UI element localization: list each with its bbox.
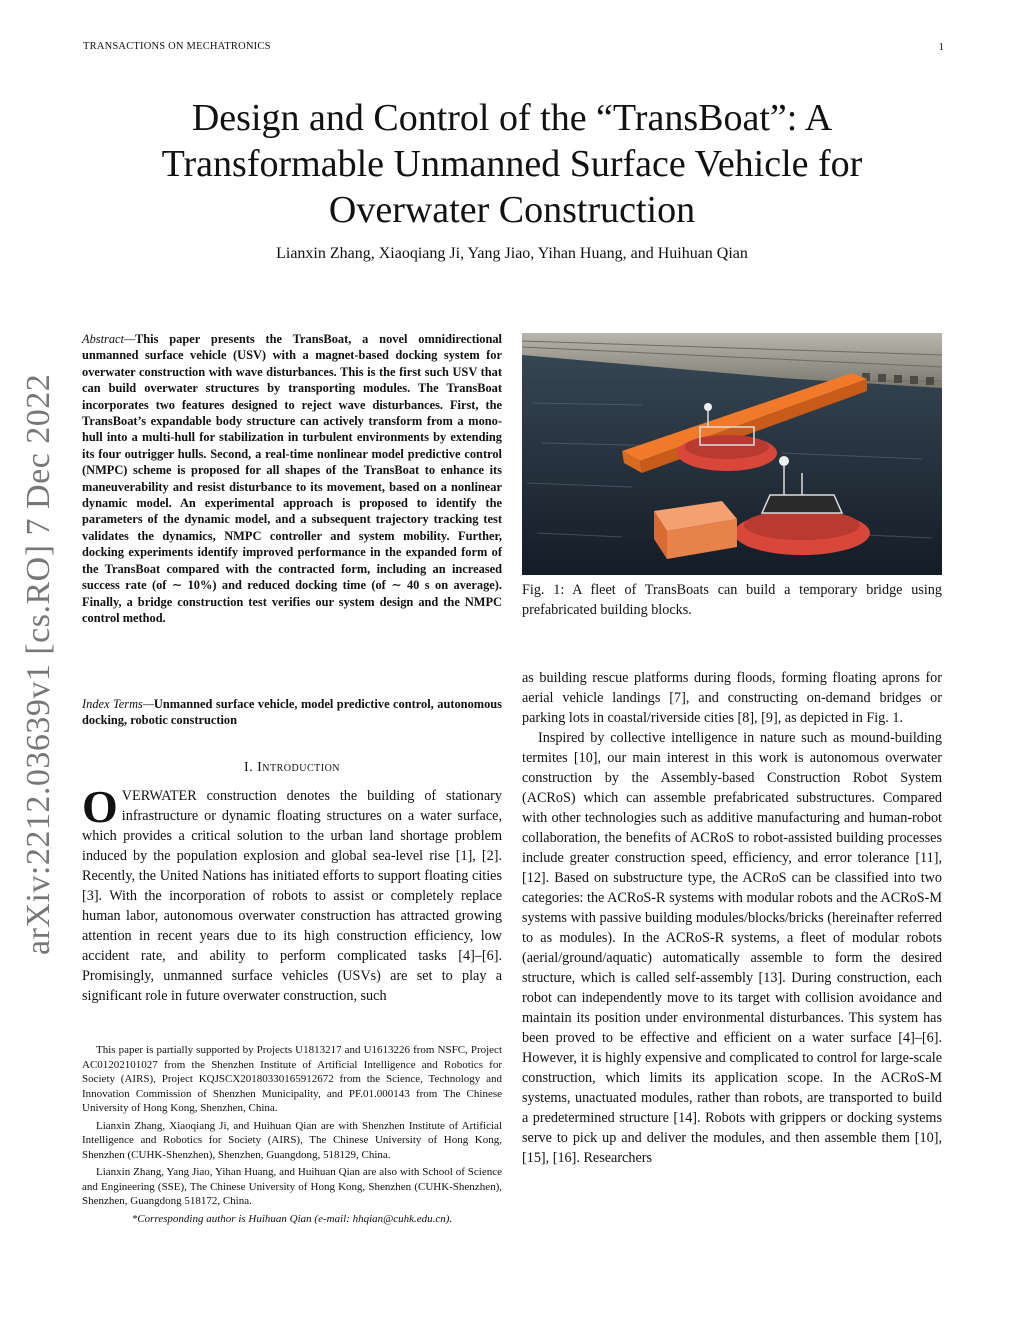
page-number: 1 [938, 41, 944, 53]
intro-text: construction denotes the building of stationary infrastructure or dynamic floating structures on a water surface, which provides a critical solution to the urban land shortage problem induced by the population explosion and global sea-level rise [1], [2]. Recently, the United Nations has initiated efforts to support floating cities [3]. With the incorporation of robots to assist or completely replace human labor, autonomous overwater construction has attracted growing attention in recent years due to its high construction efficiency, low accident rate, and ability to perform complicated tasks [4]–[6]. Promisingly, unmanned surface vehicles (USVs) are set to play a significant role in future overwater construction, such [82, 788, 502, 1004]
title-line-3: Overwater Construction [328, 189, 696, 231]
footnote-funding: This paper is partially supported by Projects U1813217 and U1613226 from NSFC, Project AC01202101027 from the Shenzhen Institute of Artificial Intelligence and Robotics for Society (AIRS), Project KQJSCX20180330165912672 from the Science, Technology and Innovation Commission of Shenzhen Municipality, and PF.01.000143 from The Chinese University of Hong Kong, Shenzhen, China. [82, 1044, 502, 1114]
title-line-2: Transformable Unmanned Surface Vehicle for [161, 143, 863, 185]
figure-1-image [522, 333, 942, 575]
figure-1-caption: Fig. 1: A fleet of TransBoats can build a temporary bridge using prefabricated building blocks. [522, 582, 942, 618]
running-header: TRANSACTIONS ON MECHATRONICS [83, 41, 271, 52]
abstract-label: Abstract— [82, 332, 136, 346]
footnote-affiliation-1: Lianxin Zhang, Xiaoqiang Ji, and Huihuan Qian are with Shenzhen Institute of Artificial Intelligence and Robotics for Society (AIRS), The Chinese University of Hong Kong, Shenzhen (CUHK-Shenzhen), Shenzhen, Guangdong, 518129, China. [82, 1119, 502, 1161]
title-line-1: Design and Control of the “TransBoat”: A [191, 97, 833, 139]
section-title: Introduction [257, 760, 341, 775]
intro-paragraph [82, 781, 502, 1006]
section-number: I. [243, 760, 254, 775]
section-heading [82, 760, 502, 776]
drop-cap: O [82, 781, 118, 832]
paragraph-acros: Inspired by collective intelligence in nature such as mound-building termites [10], our main interest in this work is autonomous overwater construction by the Assembly-based Construction Robot System (ACRoS) which can assemble prefabricated substructures. Compared with other technologies such as additive manufacturing and human-robot collaboration, the benefits of ACRoS to robot-assisted building processes include greater construction speed, efficiency, and error tolerance [11], [12]. Based on substructure type, the ACRoS can be classified into two categories: the ACRoS-R systems with modular robots and the ACRoS-M systems with passive building modules/blocks/bricks (hereinafter referred to as modules). In the ACRoS-R systems, a fleet of modular robots (aerial/ground/aquatic) automatically assemble to form the desired structure, which is called self-assembly [13]. During construction, each robot can independently move to its target with collision avoidance and maintain its position under environmental disturbances. This system has been proved to be effective and efficient on a water surface [4]–[6]. However, it is highly expensive and complicated to control for large-scale construction, which limits its application scope. In the ACRoS-M systems, unactuated modules, rather than robots, are transported to build a predetermined structure [14]. Robots with grippers or docking systems serve to pick up and deliver the modules, and then assemble them [10], [15], [16]. Researchers [522, 730, 942, 1166]
paper-title [83, 95, 941, 233]
footnote-affiliation-2: Lianxin Zhang, Yang Jiao, Yihan Huang, and Huihuan Qian are also with School of Science and Engineering (SSE), The Chinese University of Hong Kong, Shenzhen (CUHK-Shenzhen), Shenzhen, Guangdong 518172, China. [82, 1166, 502, 1207]
intro-lead: VERWATER [121, 788, 197, 804]
abstract-text: This paper presents the TransBoat, a novel omnidirectional unmanned surface vehicle (USV) with a magnet-based docking system for overwater construction with wave disturbances. This is the first such USV that can build overwater structures by transporting modules. The TransBoat incorporates two features designed to reject wave disturbances. First, the TransBoat’s expandable body structure can actively transform from a mono-hull into a multi-hull for stabilization in turbulent environments by extending its four outrigger hulls. Second, a real-time nonlinear model predictive control (NMPC) scheme is proposed for all shapes of the TransBoat to enhance its maneuverability and resist disturbance to its movement, based on a nonlinear dynamic model. An experimental approach is proposed to identify the parameters of the dynamic model, and a subsequent trajectory tracking test validates the dynamics, NMPC controller and system mobility. Further, docking experiments identify improved performance in the expanded form of the TransBoat compared with the contracted form, including an increased success rate (of ∼ 10%) and reduced docking time (of ∼ 40 s on average). Finally, a bridge construction test verifies our system design and the NMPC control method. [82, 332, 502, 625]
paragraph-applications: as building rescue platforms during floods, forming floating aprons for aerial vehicle landings [7], and constructing on-demand bridges or parking lots in coastal/riverside cities [8], [9], as depicted in Fig. 1. [522, 670, 942, 726]
author-list: Lianxin Zhang, Xiaoqiang Ji, Yang Jiao, Yihan Huang, and Huihuan Qian [276, 245, 748, 262]
corresponding-author: *Corresponding author is Huihuan Qian (e-mail: hhqian@cuhk.edu.cn). [131, 1212, 453, 1225]
right-column-body [522, 668, 942, 1168]
index-terms-label: Index Terms— [82, 697, 154, 711]
footnotes [82, 1043, 502, 1229]
index-terms-text: Unmanned surface vehicle, model predictive control, autonomous docking, robotic construction [82, 697, 502, 728]
arxiv-watermark: arXiv:2212.03639v1 [cs.RO] 7 Dec 2022 [20, 373, 57, 955]
index-terms [82, 696, 502, 729]
abstract [82, 331, 502, 626]
